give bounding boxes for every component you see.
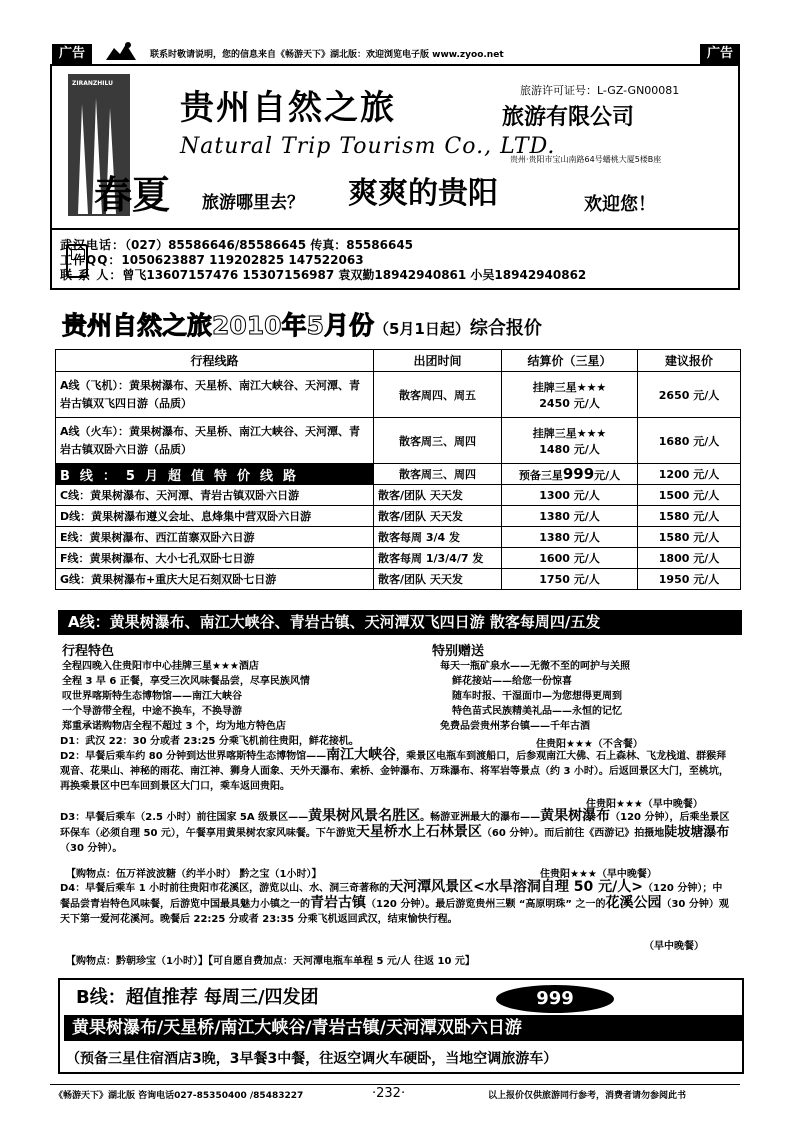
day-4-text-b: （120 分钟）；中餐品尝青岩特色风味餐，后游览中国最具魅力小镇之一的 <box>60 883 723 910</box>
price-cell <box>502 464 638 485</box>
footer-rule <box>50 1084 740 1085</box>
price-cell: 1600 元/人 <box>502 548 638 569</box>
feature-item: 郑重承诺购物店全程不超过 3 个，均为地方特色店 <box>62 721 286 732</box>
badge-999: 999 <box>496 985 614 1013</box>
contact-phone-value: （027）85586646/85586645 传真：85586645 <box>125 238 414 252</box>
feature-item: 叹世界喀斯特生态博物馆——南江大峡谷 <box>62 691 242 702</box>
logo-small-text: ZIRANZHILU <box>72 80 113 87</box>
price-section-title <box>62 306 542 342</box>
route-cell: B线：5月超值特价线路 <box>56 464 374 485</box>
itinerary-day-1: D1：武汉 22：30 分或者 23:25 分乘飞机前往贵阳，鲜花接机。 <box>60 736 359 747</box>
header-price: 结算价（三星） <box>502 350 638 372</box>
b-line-heading: B线：超值推荐 每周三/四发团 <box>76 987 319 1008</box>
price-cell: 1750 元/人 <box>502 569 638 590</box>
price-table <box>55 349 741 590</box>
itinerary-day-3 <box>60 809 730 856</box>
gift-item: 特色苗式民族精美礼品——永恒的记忆 <box>452 706 622 717</box>
table-row <box>56 548 741 569</box>
day-2-text-b: ，乘景区电瓶车到渡船口，后参观南江大佛、石上森林、飞龙栈道、群猴拜观音、花果山、神秘的雨花、南江神、狮身人面象、天外天瀑布、索桥、金钟瀑布、万珠瀑布、将军岩等景点（约 3 小时）。后返回景区大门，至桃坑，再换乘景区中巴车回到景区大门口，乘车返回贵阳。 <box>60 751 729 792</box>
price-date-note: （5月1日起） <box>373 320 470 338</box>
slogan-guiyang: 爽爽的贵阳 <box>348 176 498 211</box>
day-4-text-c: （120 分钟）。最后游览贵州三颗 “高原明珠” 之一的 <box>366 899 606 910</box>
a-line-banner: A线：黄果树瀑布、南江大峡谷、青岩古镇、天河潭双飞四日游 散客每周四/五发 <box>58 610 742 635</box>
company-address: 贵州·贵阳市宝山南路64号蟠桃大厦5楼B座 <box>510 155 662 164</box>
day-3-text-d: （60 分钟）。而后前往《西游记》拍摄地 <box>481 828 665 839</box>
table-row <box>56 418 741 464</box>
table-row <box>56 372 741 418</box>
slogan-where: 旅游哪里去？ <box>202 193 304 213</box>
feature-item: 全程四晚入住贵阳市中心挂牌三星★★★酒店 <box>62 661 259 672</box>
time-cell: 散客/团队 天天发 <box>374 485 502 506</box>
route-cell: G线：黄果树瀑布+重庆大足石刻双卧七日游 <box>56 569 374 590</box>
slogan-welcome: 欢迎您！ <box>584 194 656 215</box>
feature-item: 全程 3 早 6 正餐，享受三次风味餐品尝，尽享民族风情 <box>62 676 310 687</box>
feature-item: 一个导游带全程，中途不换车，不换导游 <box>62 706 242 717</box>
day-3-text-b: 。畅游亚洲最大的瀑布—— <box>420 812 541 823</box>
day-4-shopping: 【购物点：黔朝珍宝（1小时）】【可自愿自费加点：天河潭电瓶车单程 5 元/人 往返 10 元】 <box>66 956 475 967</box>
contact-phone-label: 武汉电话： <box>60 238 126 252</box>
day-3-shopping: 【购物点：伍万祥波波糖（约半小时） 黔之宝（1小时）】 <box>66 869 322 880</box>
table-row <box>56 527 741 548</box>
features-title: 行程特色 <box>62 644 115 659</box>
table-row <box>56 506 741 527</box>
route-cell: F线：黄果树瀑布、大小七孔双卧七日游 <box>56 548 374 569</box>
gift-item: 鲜花接站——给您一份惊喜 <box>452 676 572 687</box>
itinerary-day-4 <box>60 880 730 927</box>
day-4-highlight-2: 青岩古镇 <box>310 895 366 911</box>
header-time: 出团时间 <box>374 350 502 372</box>
time-cell: 散客/团队 天天发 <box>374 506 502 527</box>
contact-person <box>60 266 586 283</box>
time-cell: 散客周三、周四 <box>374 418 502 464</box>
day-4-highlight-1: 天河潭风景区<水旱溶洞自理 50 元/人> <box>389 879 643 895</box>
time-cell: 散客/团队 天天发 <box>374 569 502 590</box>
price-star: 挂牌三星★★★ <box>532 426 607 440</box>
price-cell: 1300 元/人 <box>502 485 638 506</box>
price-cell: 1380 元/人 <box>502 506 638 527</box>
price-cell <box>502 372 638 418</box>
slogan-spring-summer: 春夏 <box>94 172 171 217</box>
time-cell: 散客每周 3/4 发 <box>374 527 502 548</box>
time-cell: 散客周四、周五 <box>374 372 502 418</box>
magazine-logo-icon <box>104 40 138 62</box>
contact-person-label: 联 系 人： <box>60 268 123 282</box>
b-line-note: （预备三星住宿酒店3晚，3早餐3中餐，往返空调火车硬卧，当地空调旅游车） <box>66 1051 558 1067</box>
day-3-highlight-2: 黄果树瀑布 <box>540 808 611 824</box>
table-row <box>56 464 741 485</box>
ad-divider <box>52 228 738 230</box>
gifts-title: 特别赠送 <box>432 644 485 659</box>
header-suggest: 建议报价 <box>638 350 741 372</box>
day-4-meal: （早中晚餐） <box>644 941 704 952</box>
route-cell: C线：黄果树瀑布、天河潭、青岩古镇双卧六日游 <box>56 485 374 506</box>
top-note: 联系时敬请说明，您的信息来自《畅游天下》湖北版：欢迎浏览电子版 www.zyoo.net <box>150 50 504 60</box>
itinerary-day-2 <box>60 748 730 794</box>
day-3-text-e: （30 分钟）。 <box>60 843 123 854</box>
table-row <box>56 569 741 590</box>
price-title-suffix: 综合报价 <box>469 318 542 339</box>
table-row <box>56 485 741 506</box>
suggest-cell: 1950 元/人 <box>638 569 741 590</box>
day-3-highlight-1: 黄果树风景名胜区 <box>308 808 421 824</box>
day-2-highlight: 南江大峡谷 <box>326 747 397 763</box>
day-4-highlight-3: 花溪公园 <box>605 895 662 911</box>
suggest-cell: 1800 元/人 <box>638 548 741 569</box>
price-value: 1480 元/人 <box>539 442 600 456</box>
license-number: 旅游许可证号：L-GZ-GN00081 <box>520 84 680 97</box>
footer-contact: 《畅游天下》湖北版 咨询电话027-85350400 /85483227 <box>54 1091 304 1101</box>
day-3-highlight-4: 陡坡塘瀑布 <box>664 825 730 840</box>
day-4-text-d: （30 分钟）观天下第一爱河花溪河。晚餐后 22:25 分或者 23:35 分乘飞机返回武汉，结束愉快行程。 <box>60 899 729 925</box>
suggest-cell: 1200 元/人 <box>638 464 741 485</box>
price-prefix: 预备三星 <box>518 469 563 482</box>
route-cell: A线（飞机）：黄果树瀑布、天星桥、南江大峡谷、天河潭、青岩古镇双飞四日游（品质） <box>56 372 374 418</box>
price-cell: 1380 元/人 <box>502 527 638 548</box>
english-name: Natural Trip Tourism Co., LTD. <box>180 134 556 159</box>
day-3-text-a: D3：早餐后乘车（2.5 小时）前往国家 5A 级景区—— <box>60 812 309 823</box>
header-route: 行程线路 <box>56 350 374 372</box>
price-star: 挂牌三星★★★ <box>532 380 607 394</box>
price-value: 2450 元/人 <box>539 396 600 410</box>
day-3-text-c: （120 分钟），后乘坐景区环保车（必须自理 50 元），午餐享用黄果树农家风味餐。下午游览 <box>60 812 730 839</box>
route-cell: E线：黄果树瀑布、西江苗寨双卧六日游 <box>56 527 374 548</box>
contact-person-value: 曾飞13607157476 15307156987 袁双勤18942940861 小吴18942940862 <box>122 268 587 282</box>
gift-item: 随车时报、干湿面巾—为您想得更周到 <box>452 691 622 702</box>
suggest-cell: 1580 元/人 <box>638 527 741 548</box>
ad-label-left: 广告 <box>52 44 92 64</box>
contact-qq-label: 工作QQ： <box>60 253 122 267</box>
day-4-text-a: D4：早餐后乘车 1 小时前往贵阳市花溪区，游览以山、水、洞三奇著称的 <box>60 883 390 894</box>
gift-item: 每天一瓶矿泉水——无微不至的呵护与关照 <box>440 661 630 672</box>
price-suffix: 元/人 <box>594 469 621 482</box>
day-3-meal: 住贵阳★★★（早中晚餐） <box>540 869 657 880</box>
b-line-banner: 黄果树瀑布/天星桥/南江大峡谷/青岩古镇/天河潭双卧六日游 <box>64 1015 742 1041</box>
table-header-row <box>56 350 741 372</box>
gift-item: 免费品尝贵州茅台镇——千年古酒 <box>440 721 590 732</box>
footer-disclaimer: 以上报价仅供旅游同行参考，消费者请勿参阅此书 <box>488 1091 687 1101</box>
contact-qq-value: 1050623887 119202825 147522063 <box>121 253 364 267</box>
price-title-main: 贵州自然之旅2010年5月份 <box>62 311 374 340</box>
day-2-meal: 住贵阳★★★（早中晚餐） <box>586 799 703 810</box>
route-cell: A线（火车）：黄果树瀑布、天星桥、南江大峡谷、天河潭、青岩古镇双卧六日游（品质） <box>56 418 374 464</box>
suggest-cell: 1500 元/人 <box>638 485 741 506</box>
day-2-text-a: D2：早餐后乘车约 80 分钟到达世界喀斯特生态博物馆—— <box>60 751 327 762</box>
price-cell <box>502 418 638 464</box>
company-suffix: 旅游有限公司 <box>502 104 635 130</box>
company-name: 贵州自然之旅 <box>180 88 396 128</box>
route-cell: D线：黄果树瀑布遵义会址、息烽集中营双卧六日游 <box>56 506 374 527</box>
day-3-highlight-3: 天星桥水上石林景区 <box>355 824 482 840</box>
suggest-cell: 2650 元/人 <box>638 372 741 418</box>
day-1-meal: 住贵阳★★★（不含餐） <box>536 739 643 750</box>
page-number: ·232· <box>372 1086 406 1101</box>
ad-label-right: 广告 <box>700 44 740 64</box>
suggest-cell: 1580 元/人 <box>638 506 741 527</box>
price-999: 999 <box>562 465 595 483</box>
time-cell: 散客每周 1/3/4/7 发 <box>374 548 502 569</box>
time-cell: 散客周三、周四 <box>374 464 502 485</box>
suggest-cell: 1680 元/人 <box>638 418 741 464</box>
